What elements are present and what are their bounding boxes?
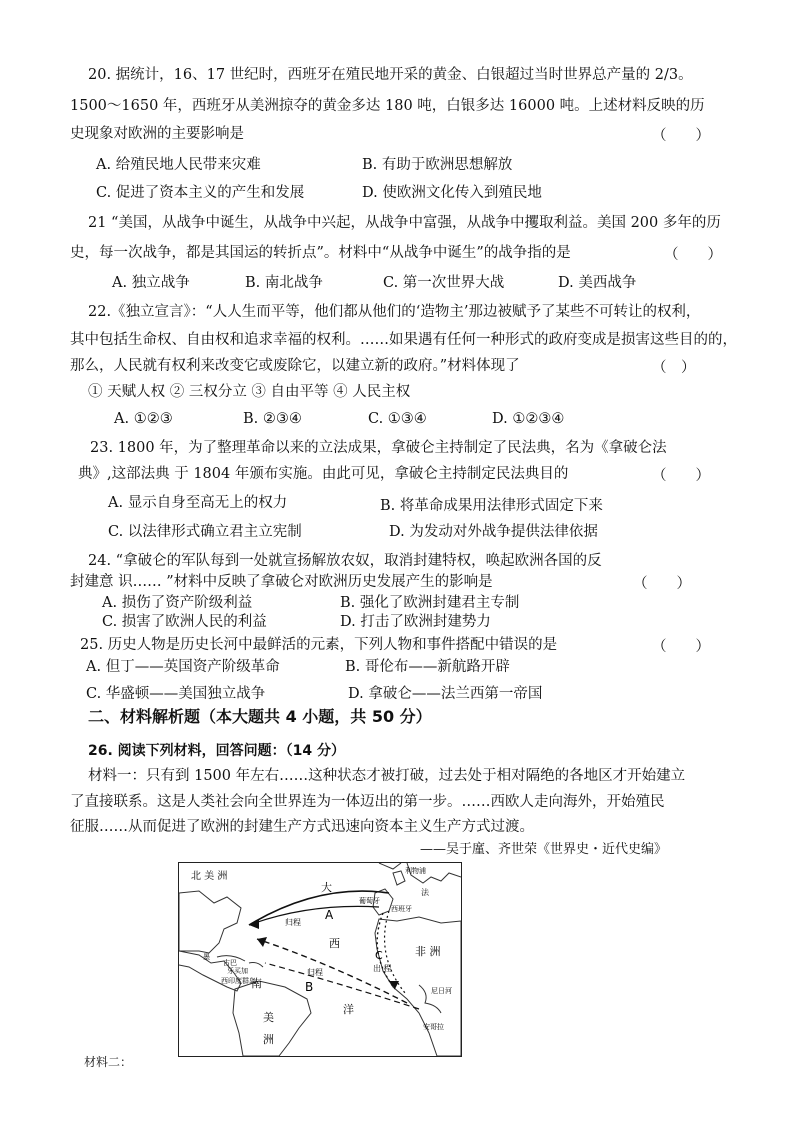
q20-line2: 1500～1650 年，西班牙从美洲掠夺的黄金多达 180 吨，白银多达 16000 吨。上述材料反映的历 — [70, 98, 705, 114]
q21-line2: 史，每一次战争，都是其国运的转折点”。材料中“从战争中诞生”的战争指的是 — [70, 245, 571, 261]
q25-option-b[interactable]: B. 哥伦布——新航路开辟 — [345, 659, 510, 675]
label-spain: 西班牙 — [391, 905, 412, 913]
q25-option-d[interactable]: D. 拿破仑——法兰西第一帝国 — [348, 686, 543, 702]
q23-option-a[interactable]: A. 显示自身至高无上的权力 — [108, 495, 288, 511]
label-jamaica: 牙买加 — [227, 967, 248, 975]
label-ocean-3: 洋 — [343, 1003, 354, 1016]
q21-option-a[interactable]: A. 独立战争 — [112, 275, 190, 291]
q21-option-c[interactable]: C. 第一次世界大战 — [383, 275, 505, 291]
q21-option-b[interactable]: B. 南北战争 — [245, 275, 323, 291]
q24-answer-bracket[interactable]: （ ） — [633, 576, 691, 592]
label-route-a: A — [325, 908, 334, 922]
map-svg — [179, 863, 461, 1056]
q24-line2: 封建意 识…… ”材料中反映了拿破仑对欧洲历史发展产生的影响是 — [70, 574, 493, 590]
q24-option-d[interactable]: D. 打击了欧洲封建势力 — [340, 614, 491, 630]
q22-line3: 那么，人民就有权利来改变它或废除它，以建立新的政府。”材料体现了 — [70, 358, 520, 374]
q25-line1: 25. 历史人物是历史长河中最鲜活的元素，下列人物和事件搭配中错误的是 — [80, 637, 558, 653]
route-a-line-2 — [249, 906, 379, 925]
q24-option-b[interactable]: B. 强化了欧洲封建君主专制 — [340, 595, 520, 611]
q25-option-a[interactable]: A. 但丁——英国资产阶级革命 — [86, 659, 280, 675]
label-west-indies: 西印度群岛 — [221, 977, 256, 985]
q20-line1: 20. 据统计，16、17 世纪时，西班牙在殖民地开采的黄金、白银超过当时世界总产量的 2/3。 — [88, 67, 693, 83]
label-route-b: B — [305, 980, 314, 994]
q23-option-c[interactable]: C. 以法律形式确立君主立宪制 — [108, 524, 302, 540]
q25-option-c[interactable]: C. 华盛顿——美国独立战争 — [86, 686, 266, 702]
britain-coast — [393, 871, 405, 885]
q21-line1: 21 “美国，从战争中诞生，从战争中兴起，从战争中富强，从战争中攫取利益。美国 200 多年的历 — [88, 215, 721, 231]
label-south-america-3: 洲 — [263, 1033, 274, 1046]
label-outbound: 出 程 — [373, 964, 392, 973]
q24-line1: 24. “拿破仑的军队每到一处就宣扬解放农奴，取消封建特权，唤起欧洲各国的反 — [88, 553, 602, 569]
q25-answer-bracket[interactable]: （ ） — [652, 639, 710, 655]
label-angola: 安哥拉 — [423, 1023, 444, 1031]
q22-answer-bracket[interactable]: （ ） — [652, 360, 696, 376]
label-return: 归程 — [285, 918, 301, 927]
q22-option-c[interactable]: C. ①③④ — [368, 411, 427, 427]
q20-option-c[interactable]: C. 促进了资本主义的产生和发展 — [96, 185, 305, 201]
label-ocean-1: 大 — [321, 881, 332, 894]
hispaniola-island — [249, 963, 263, 968]
label-north-america: 北 美 洲 — [191, 871, 228, 882]
q24-option-c[interactable]: C. 损害了欧洲人民的利益 — [102, 614, 267, 630]
q20-option-b[interactable]: B. 有助于欧洲思想解放 — [362, 157, 513, 173]
q20-option-d[interactable]: D. 使欧洲文化传入到殖民地 — [362, 185, 542, 201]
q22-items: ① 天赋人权 ② 三权分立 ③ 自由平等 ④ 人民主权 — [88, 384, 411, 400]
q20-line3: 史现象对欧洲的主要影响是 — [70, 126, 244, 142]
label-cuba: 古巴 — [223, 959, 237, 967]
q22-option-a[interactable]: A. ①②③ — [114, 411, 173, 427]
q26-material1-line2: 了直接联系。这是人类社会向全世界连为一体迈出的第一步。……西欧人走向海外，开始殖民 — [70, 794, 665, 810]
label-ocean-2: 西 — [329, 937, 340, 950]
q23-option-d[interactable]: D. 为发动对外战争提供法律依据 — [389, 524, 598, 540]
q23-line1: 23. 1800 年，为了整理革命以来的立法成果，拿破仑主持制定了民法典，名为《拿破仑法 — [90, 440, 667, 456]
q26-source: ——吴于廑、齐世荣《世界史・近代史编》 — [420, 842, 668, 857]
q20-answer-bracket[interactable]: （ ） — [652, 128, 710, 144]
q22-option-d[interactable]: D. ①②③④ — [492, 411, 565, 427]
q26-material1-line1: 材料一：只有到 1500 年左右……这种状态才被打破，过去处于相对隔绝的各地区才开始建立 — [88, 768, 686, 784]
label-liverpool: 利物浦 — [405, 867, 426, 875]
q23-answer-bracket[interactable]: （ ） — [652, 468, 710, 484]
q21-option-d[interactable]: D. 美西战争 — [558, 275, 637, 291]
q21-answer-bracket[interactable]: （ ） — [664, 247, 722, 263]
label-south-america-1: 南 — [251, 977, 262, 990]
section-heading: 二、材料解析题（本大题共 4 小题，共 50 分） — [88, 707, 432, 726]
route-c-line-2 — [385, 911, 405, 993]
label-france: 法 — [421, 888, 429, 897]
label-south-america-2: 美 — [263, 1011, 274, 1024]
q20-option-a[interactable]: A. 给殖民地人民带来灾难 — [96, 157, 261, 173]
label-route-c: C — [375, 949, 383, 962]
q26-material2-label: 材料二： — [84, 1055, 133, 1069]
label-africa: 非 洲 — [415, 945, 441, 958]
q23-option-b[interactable]: B. 将革命成果用法律形式固定下来 — [380, 498, 603, 514]
triangular-trade-map — [178, 862, 462, 1057]
label-return-2: 归程 — [307, 968, 323, 977]
q23-line2: 典》,这部法典 于 1804 年颁布实施。由此可见，拿破仑主持制定民法典目的 — [78, 466, 569, 482]
q22-line2: 其中包括生命权、自由权和追求幸福的权利。……如果遇有任何一种形式的政府变成是损害这些目的的， — [70, 332, 737, 348]
label-gulf: 墨 — [203, 953, 210, 961]
q22-line1: 22.《独立宣言》：“人人生而平等，他们都从他们的‘造物主’那边被赋予了某些不可转让的权利， — [88, 304, 701, 320]
label-niger: 尼日河 — [431, 987, 452, 995]
q22-option-b[interactable]: B. ②③④ — [243, 411, 302, 427]
q24-option-a[interactable]: A. 损伤了资产阶级利益 — [102, 595, 253, 611]
label-portugal: 葡萄牙 — [359, 897, 380, 905]
north-america-coast — [179, 891, 241, 953]
q26-heading: 26. 阅读下列材料，回答问题：（14 分） — [88, 743, 346, 759]
q26-material1-line3: 征服……从而促进了欧洲的封建生产方式迅速向资本主义生产方式过渡。 — [70, 819, 534, 835]
